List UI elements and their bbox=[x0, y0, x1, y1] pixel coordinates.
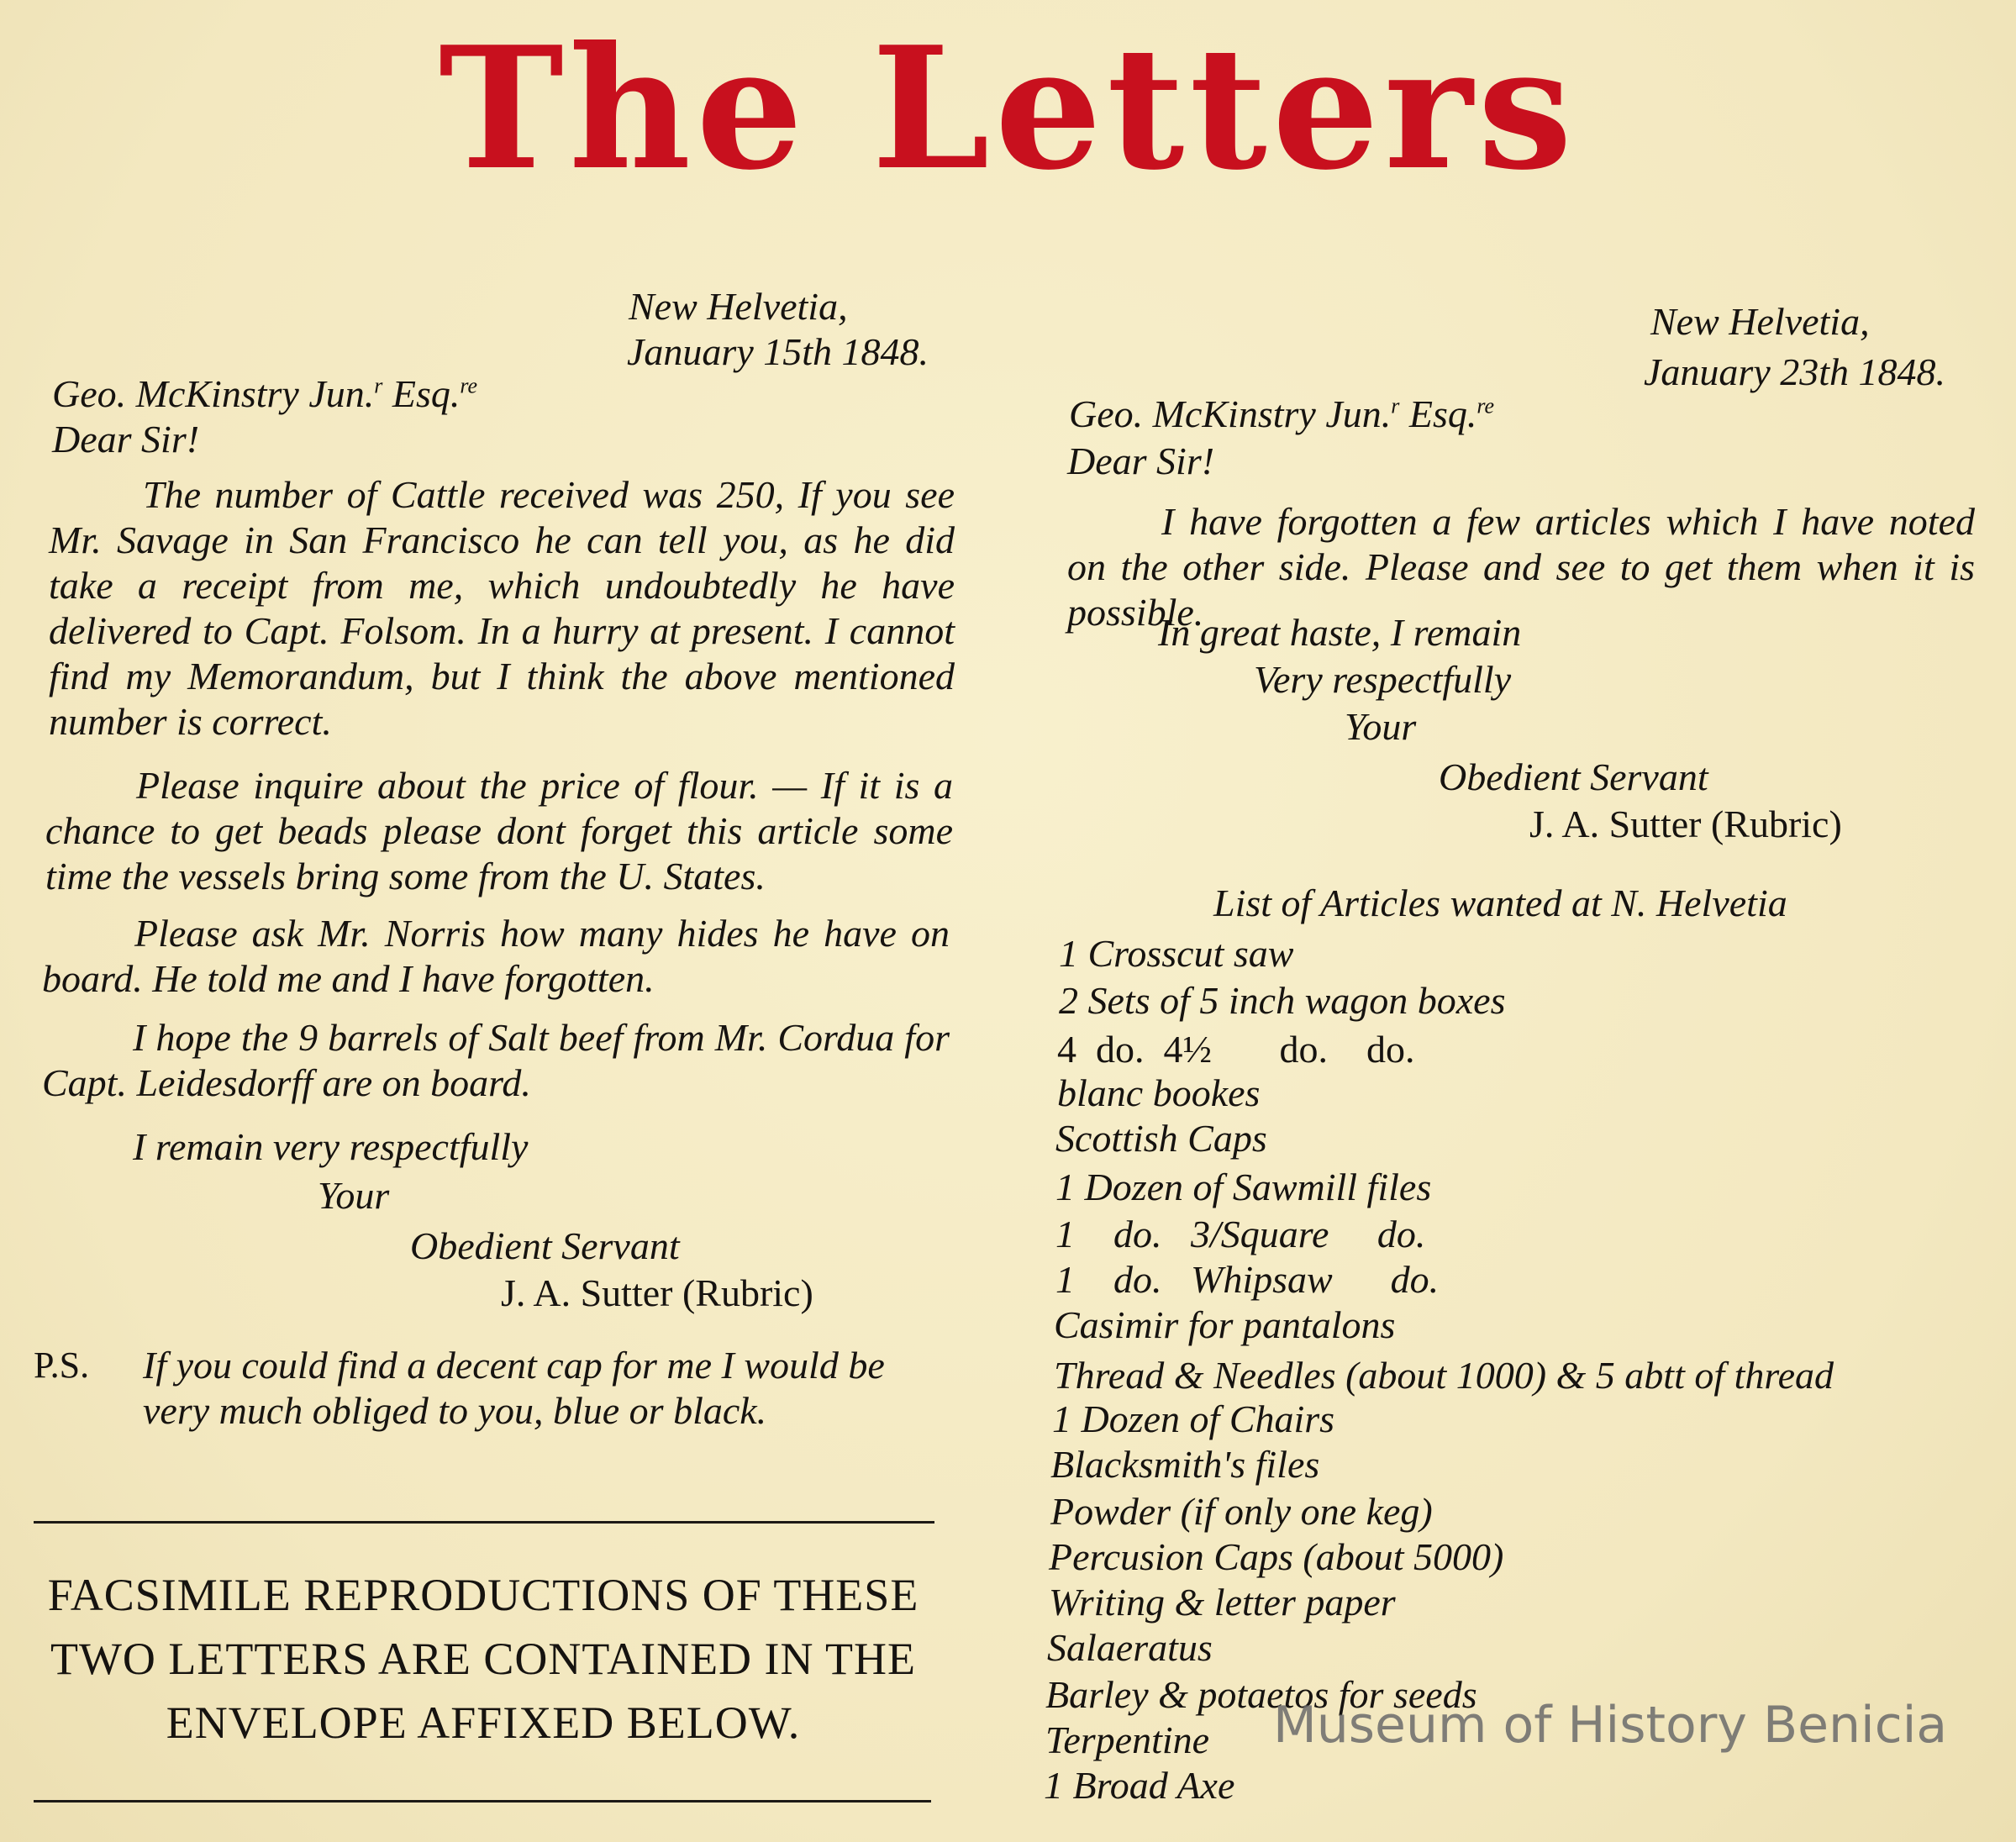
list-item: Percusion Caps (about 5000) bbox=[1049, 1535, 1504, 1578]
list-item: Powder (if only one keg) bbox=[1050, 1490, 1433, 1533]
letter-2-date: January 23th 1848. bbox=[1644, 350, 1946, 393]
list-item: 1 Broad Axe bbox=[1044, 1764, 1235, 1807]
letter-1-signature: J. A. Sutter (Rubric) bbox=[501, 1271, 813, 1314]
letter-1-paragraph-3: Please ask Mr. Norris how many hides he have on board. He told me and I have forgotten. bbox=[42, 912, 950, 1000]
list-item: 1 Dozen of Chairs bbox=[1052, 1397, 1335, 1440]
list-item: 1 Dozen of Sawmill files bbox=[1055, 1166, 1432, 1208]
divider-bottom bbox=[34, 1800, 931, 1803]
letter-2-closing-4: Obedient Servant bbox=[1439, 755, 1708, 798]
facsimile-note: FACSIMILE REPRODUCTIONS OF THESE TWO LETTERS ARE CONTAINED IN THE ENVELOPE AFFIXED BELOW. bbox=[47, 1570, 919, 1748]
list-item: 2 Sets of 5 inch wagon boxes bbox=[1059, 979, 1506, 1022]
list-item: Thread & Needles (about 1000) & 5 abtt of thread bbox=[1054, 1354, 1834, 1397]
list-item: Barley & potaetos for seeds bbox=[1045, 1673, 1477, 1716]
letter-1-place: New Helvetia, bbox=[629, 285, 848, 328]
addressee-sup: r bbox=[374, 373, 383, 398]
list-item: 1 do. 3/Square do. bbox=[1055, 1213, 1426, 1255]
letter-1-ps-text: If you could find a decent cap for me I would be very much obliged to you, blue or black. bbox=[143, 1344, 885, 1432]
page-title: The Letters bbox=[439, 10, 1577, 208]
list-item: Casimir for pantalons bbox=[1054, 1303, 1396, 1346]
letter-1-addressee bbox=[52, 371, 477, 417]
addressee-name: Geo. McKinstry Jun. bbox=[1069, 392, 1392, 435]
addressee-esq-sup: re bbox=[460, 373, 478, 398]
letter-2-closing-3: Your bbox=[1345, 705, 1417, 748]
addressee-esq: Esq. bbox=[1408, 392, 1477, 435]
museum-watermark: Museum of History Benicia bbox=[1273, 1696, 1948, 1755]
addressee-esq: Esq. bbox=[392, 372, 461, 415]
letter-1-closing-1: I remain very respectfully bbox=[133, 1125, 529, 1168]
list-item: blanc bookes bbox=[1057, 1071, 1261, 1114]
letter-1-ps-label: P.S. bbox=[34, 1345, 90, 1386]
letter-2 bbox=[1008, 0, 2016, 1842]
letter-2-place: New Helvetia, bbox=[1650, 300, 1870, 343]
list-item: 1 do. Whipsaw do. bbox=[1055, 1258, 1440, 1301]
list-item: Blacksmith's files bbox=[1050, 1443, 1320, 1486]
list-item: Terpentine bbox=[1045, 1718, 1210, 1761]
letter-1-date: January 15th 1848. bbox=[627, 330, 929, 373]
addressee-esq-sup: re bbox=[1476, 393, 1495, 418]
addressee-name: Geo. McKinstry Jun. bbox=[52, 372, 375, 415]
list-item: 1 Crosscut saw bbox=[1059, 932, 1294, 975]
letter-1-paragraph-2: Please inquire about the price of flour. — If it is a chance to get beads please dont forget this article some time the vessels bring some from the U. States. bbox=[45, 764, 953, 897]
list-item: Writing & letter paper bbox=[1049, 1581, 1396, 1624]
articles-list-title: List of Articles wanted at N. Helvetia bbox=[1213, 882, 1787, 924]
letter-1 bbox=[0, 0, 1008, 1513]
letter-1-closing-3: Obedient Servant bbox=[410, 1224, 680, 1267]
letter-2-closing-1: In great haste, I remain bbox=[1158, 611, 1522, 654]
letter-2-salutation: Dear Sir! bbox=[1067, 439, 1215, 482]
divider-top bbox=[34, 1521, 934, 1524]
letter-1-paragraph-1: The number of Cattle received was 250, If you see Mr. Savage in San Francisco he can tell you, as he did take a receipt from me, which undoubtedly he have delivered to Capt. Folsom. In a hurry at present. I cannot find my Memorandum, but I think the above mentioned number is correct. bbox=[49, 473, 955, 743]
letter-2-addressee bbox=[1069, 392, 1494, 437]
letter-1-paragraph-4: I hope the 9 barrels of Salt beef from Mr. Cordua for Capt. Leidesdorff are on board. bbox=[42, 1016, 950, 1104]
addressee-sup: r bbox=[1391, 393, 1400, 418]
letter-2-signature: J. A. Sutter (Rubric) bbox=[1529, 803, 1842, 845]
list-item: 4 do. 4½ do. do. bbox=[1057, 1028, 1415, 1071]
letter-2-paragraph-1: I have forgotten a few articles which I have noted on the other side. Please and see to get them when it is possible. bbox=[1067, 500, 1975, 634]
letter-2-closing-2: Very respectfully bbox=[1254, 658, 1512, 701]
list-item: Scottish Caps bbox=[1055, 1117, 1267, 1160]
list-item: Salaeratus bbox=[1047, 1626, 1213, 1669]
letter-1-closing-2: Your bbox=[318, 1174, 390, 1217]
letter-1-salutation: Dear Sir! bbox=[52, 418, 200, 460]
